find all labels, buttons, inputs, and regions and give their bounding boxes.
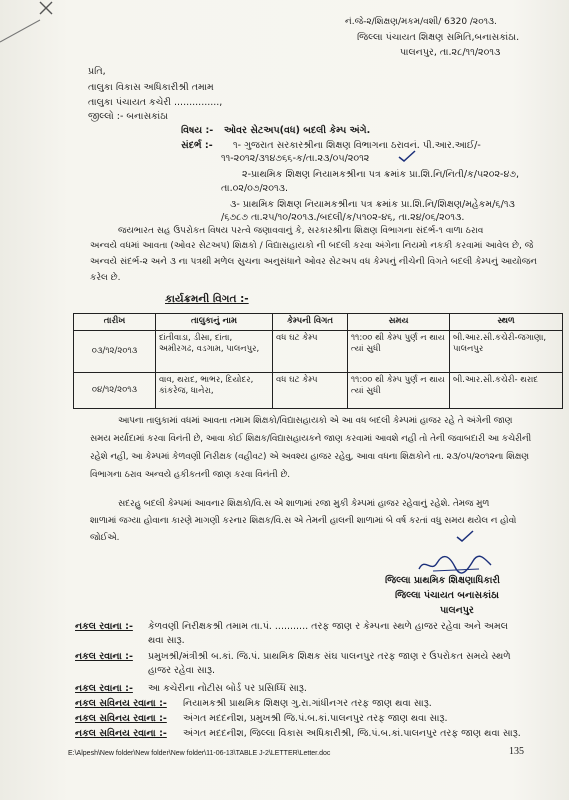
copy-2-text-2: હાજર રહેવા સારૂ. bbox=[148, 665, 216, 676]
letter-date: પાલનપુર, તા.૨૮/૧૧/૨૦૧૩ bbox=[400, 47, 501, 58]
table-row bbox=[74, 373, 563, 409]
copy-6-label: નકલ સવિનય રવાના :- bbox=[75, 728, 167, 739]
body2-line-3: રહેશે નહી, આ કેમ્પમાં કેળવણી નિરીક્ષક (વહીવટ) એ અવશ્ય હાજર રહેવુ, આવા વધના શિક્ષકોને તા. ૨૩/૦૫/૨૦૧૨ના શિક્ષણ bbox=[90, 452, 529, 462]
tick-mark bbox=[455, 529, 475, 543]
cell-taluka: દાંતીવાડા, ડીસા, દાંતા, અમીરગઢ, વડગામ, પાલનપુર, bbox=[156, 331, 273, 373]
cell-time: ૧૧:૦૦ થી કેમ્પ પુર્ણ ન થાય ત્યાં સુધી bbox=[348, 373, 450, 409]
issuing-office: જિલ્લા પંચાયત શિક્ષણ સમિતિ,બનાસકાંઠા. bbox=[357, 32, 520, 43]
copy-3-text: આ કચેરીના નોટીસ બોર્ડ પર પ્રસિધ્ધિ સારૂ. bbox=[148, 683, 307, 694]
file-path: E:\Alpesh\New folder\New folder\New folder\11-06-13\TABLE J-2\LETTER\Letter.doc bbox=[68, 750, 331, 757]
table-row bbox=[74, 331, 563, 373]
reference-2b: તા.૦૨/૦૭/૨૦૧૩. bbox=[221, 183, 288, 194]
cell-camp: વધ ઘટ કેમ્પ bbox=[273, 331, 348, 373]
reference-3a: ૩- પ્રાથમિક શિક્ષણ નિયામકશ્રીના પત્ર ક્રમાંક પ્રા.શિ.નિ/શિક્ષણ/મહેકમ/૬/૧૩ bbox=[230, 199, 515, 210]
copy-5-text: અંગત મદદનીશ, પ્રમુખશ્રી જિ.પં.બ.કાં.પાલનપુર તરફ જાણ થવા સારૂ. bbox=[183, 713, 448, 724]
body1-line-4: કરેલ છે. bbox=[90, 273, 121, 283]
body3-line-1: સદરહુ બદલી કેમ્પમાં આવનાર શિક્ષકો/વિ.સ એ શાળામાં રજા મુકી કેમ્પમાં હાજર રહેવાનું રહેશે. તેમજ મુળ bbox=[118, 499, 490, 509]
signature-place: પાલનપુર bbox=[440, 605, 474, 616]
copy-1-text: કેળવણી નિરીક્ષકશ્રી તમામ તા.પં. ........... તરફ જાણ ર કેમ્પના સ્થળે હાજર રહેવા અને અમલ bbox=[148, 621, 508, 632]
schedule-table bbox=[73, 313, 563, 409]
address-line-1: તાલુકા વિકાસ અધિકારીશ્રી તમામ bbox=[88, 82, 214, 93]
body1-line-1: જયભારત સહ ઉપરોકત વિષય પરત્વે જણાવવાનું કે, સરકારશ્રીના શિક્ષણ વિભાગના સંદર્ભ-૧ વાળા ઠરાવ bbox=[118, 226, 484, 236]
column-header: સ્થળ bbox=[450, 314, 563, 331]
page-number: 135 bbox=[509, 746, 524, 757]
copy-1-text-2: થવા સારૂ. bbox=[148, 635, 185, 646]
body1-line-3: અન્વયે સંદર્ભ-૨ અને ૩ ના પત્રથી મળેલ સુચના અનુસંધાને ઓવર સેટઅપ વધ કેમ્પનું નીચેની વિગતે બદલી કેમ્પનું આયોજન bbox=[90, 257, 537, 267]
body2-line-2: સમય મર્યાદામાં કરવા વિનંતી છે, આવા કોઈ શિક્ષક/વિદ્યાસહાયકને જાણ કરવામાં આવશે નહી તો તેની જવાબદારી આ કચેરીની bbox=[90, 434, 532, 444]
column-header: સમય bbox=[348, 314, 450, 331]
body2-line-4: વિભાગના ઠરાવ અન્વયે હકીકતની જાણ કરવા વિનંતી છે. bbox=[90, 470, 291, 480]
address-line-3: જીલ્લો :- બનાસકાંઠા bbox=[88, 111, 169, 122]
copy-6-text: અંગત મદદનીશ, જિલ્લા વિકાસ અધિકારીશ્રી, જિ.પં.બ.કાં.પાલનપુર તરફ જાણ થવા સારૂ. bbox=[183, 728, 521, 739]
copy-4-text: નિયામકશ્રી પ્રાથમિક શિક્ષણ ગુ.રા.ગાંધીનગર તરફ જાણ થવા સારૂ. bbox=[183, 698, 432, 709]
column-header: તાલુકાનું નામ bbox=[156, 314, 273, 331]
cell-date: ૦૩/૧૨/૨૦૧૩ bbox=[74, 331, 156, 373]
reference-1b: ૧૧-૨૦૧૨/૩૧૪૭૬૬-ક/તા.૨૩/૦૫/૨૦૧૨ bbox=[221, 153, 370, 164]
signature-scribble bbox=[415, 553, 495, 575]
reference-number: નં.જે-૨/શિક્ષણ/મકમ/વશી/ 6320 /૨૦૧૩. bbox=[345, 17, 497, 27]
page-fold-marks bbox=[0, 0, 70, 60]
program-heading: કાર્યક્રમની વિગત :- bbox=[165, 293, 249, 305]
body3-line-2: શાળામાં જગ્યા હોવાના કારણે માગણી કરનાર શિક્ષક/વિ.સ એ તેમની હાલની શાળામાં બે વર્ષ કરતાં વધુ સમય થયેલ ન હોવો bbox=[90, 516, 517, 526]
copy-3-label: નકલ રવાના :- bbox=[75, 683, 133, 694]
cell-place: બી.આર.સી.કચેરી-જગાણા, પાલનપુર bbox=[450, 331, 563, 373]
cell-taluka: વાવ, થરાદ, ભાભર, દિયોદર, કાંકરેજ, ધાનેરા, bbox=[156, 373, 273, 409]
reference-label: સંદર્ભ :- bbox=[181, 140, 213, 151]
copy-4-label: નકલ સવિનય રવાના :- bbox=[75, 698, 167, 709]
body1-line-2: અન્વયે વધમાં આવતા (ઓવર સેટઅપ) શિક્ષકો / વિદ્યાસહાયકો ની બદલી કરવા અંગેના નિયમો નકકી કરવામાં આવેલ છે, જે bbox=[90, 241, 534, 251]
column-header: તારીખ bbox=[74, 314, 156, 331]
cell-place: બી.આર.સી.કચેરી- થરાદ bbox=[450, 373, 563, 409]
copy-2-text: પ્રમુખશ્રી/મંત્રીશ્રી બ.કાં. જિ.પં. પ્રાથમિક શિક્ષક સંઘ પાલનપુર તરફ જાણ ર ઉપરોકત સમયે સ્થળે bbox=[148, 651, 511, 662]
signature-title: જિલ્લા પ્રાથમિક શિક્ષણાધિકારી bbox=[385, 575, 501, 586]
table-header-row bbox=[74, 314, 563, 331]
address-to: પ્રતિ, bbox=[88, 66, 106, 77]
reference-1a: ૧- ગુજરાત સરકારશ્રીના શિક્ષણ વિભાગના ઠરાવનં. પી.આર.આઈ/- bbox=[233, 140, 481, 151]
cell-camp: વધ ઘટ કેમ્પ bbox=[273, 373, 348, 409]
reference-2a: ૨-પ્રાથમિક શિક્ષણ નિયામકશ્રીના પત્ર ક્રમાંક પ્રા.શિ.નિ/નિતી/ક/૫૨૦૨-૪૭, bbox=[242, 169, 519, 180]
copy-5-label: નકલ સવિનય રવાના :- bbox=[75, 713, 167, 724]
column-header: કેમ્પની વિગત bbox=[273, 314, 348, 331]
address-line-2: તાલુકા પંચાયત કચેરી ..............., bbox=[88, 97, 223, 108]
body3-line-3: જોઈએ. bbox=[90, 533, 120, 543]
signature-office: જિલ્લા પંચાયત બનાસકાંઠા bbox=[395, 590, 499, 601]
copy-2-label: નકલ રવાના :- bbox=[75, 651, 133, 662]
cell-date: ૦૪/૧૨/૨૦૧૩ bbox=[74, 373, 156, 409]
reference-3b: /૬૭૮૭ તા.૨૫/૧૦/૨૦૧૩./બદલી/ક/૫૧૦૨-૪૬, તા.૨૪/૦૬/૨૦૧૩. bbox=[221, 212, 465, 223]
copy-1-label: નકલ રવાના :- bbox=[75, 621, 133, 632]
cell-time: ૧૧:૦૦ થી કેમ્પ પુર્ણ ન થાય ત્યાં સુધી bbox=[348, 331, 450, 373]
body2-line-1: આપના તાલુકામાં વધમાં આવતા તમામ શિક્ષકો/વિદ્યાસહાયકો એ આ વધ બદલી કેમ્પમાં હાજર રહે તે અંગેની જાણ bbox=[118, 416, 513, 426]
subject-text: ઓવર સેટઅપ(વધ) બદલી કેમ્પ અંગે. bbox=[224, 125, 371, 136]
tick-mark bbox=[397, 149, 417, 163]
subject-label: વિષય :- bbox=[181, 125, 214, 136]
